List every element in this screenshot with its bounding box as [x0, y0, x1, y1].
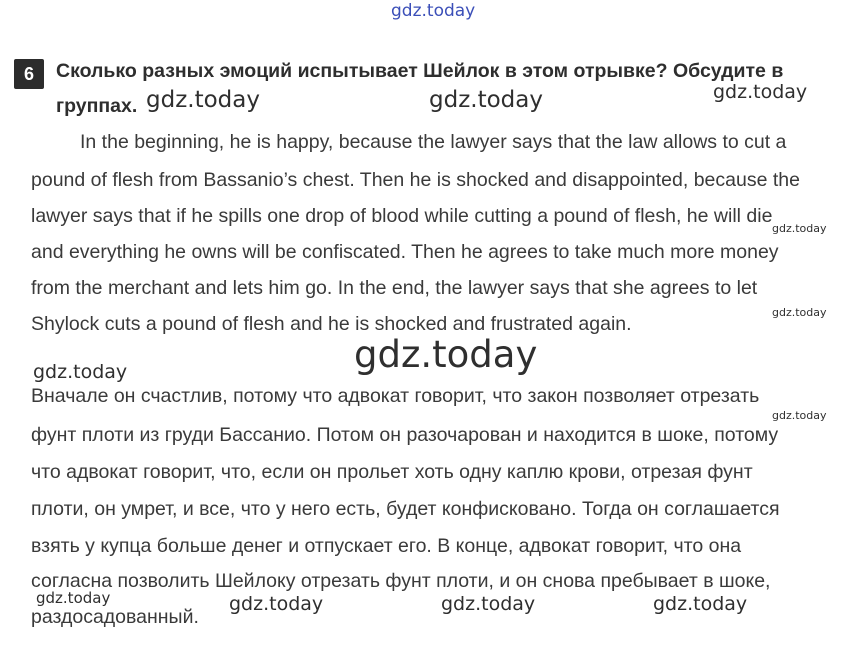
watermark: gdz.today	[772, 409, 827, 422]
russian-line: фунт плоти из груди Бассанио. Потом он разочарован и находится в шоке, потому	[31, 424, 779, 446]
watermark: gdz.today	[772, 306, 827, 319]
watermark-large: gdz.today	[354, 333, 538, 376]
russian-line: что адвокат говорит, что, если он прольет хоть одну каплю крови, отрезая фунт	[31, 461, 753, 483]
english-line: In the beginning, he is happy, because the lawyer says that the law allows to cut a	[80, 131, 787, 153]
english-line: pound of flesh from Bassanio’s chest. Then he is shocked and disappointed, because the	[31, 169, 800, 191]
russian-line: согласна позволить Шейлоку отрезать фунт плоти, и он снова пребывает в шоке,	[31, 570, 771, 592]
english-line: and everything he owns will be confiscated. Then he agrees to take much more money	[31, 241, 779, 263]
exercise-number-badge: 6	[14, 59, 44, 89]
russian-line: взять у купца больше денег и отпускает его. В конце, адвокат говорит, что она	[31, 535, 742, 557]
watermark-top: gdz.today	[391, 1, 476, 21]
watermark: gdz.today	[146, 87, 260, 113]
russian-line: раздосадованный.	[31, 606, 199, 628]
watermark: gdz.today	[229, 593, 324, 615]
task-line-1: Сколько разных эмоций испытывает Шейлок в этом отрывке? Обсудите в	[56, 60, 784, 82]
watermark: gdz.today	[653, 593, 748, 615]
watermark: gdz.today	[441, 593, 536, 615]
russian-line: Вначале он счастлив, потому что адвокат говорит, что закон позволяет отрезать	[31, 385, 760, 407]
task-line-2: группах.	[56, 95, 138, 117]
english-line: lawyer says that if he spills one drop of blood while cutting a pound of flesh, he will die	[31, 205, 773, 227]
english-line: from the merchant and lets him go. In the end, the lawyer says that she agrees to let	[31, 277, 758, 299]
english-line: Shylock cuts a pound of flesh and he is shocked and frustrated again.	[31, 313, 632, 335]
watermark: gdz.today	[713, 81, 808, 103]
russian-line: плоти, он умрет, и все, что у него есть, будет конфисковано. Тогда он соглашается	[31, 498, 780, 520]
watermark: gdz.today	[33, 361, 128, 383]
watermark: gdz.today	[36, 589, 111, 607]
watermark: gdz.today	[429, 87, 543, 113]
watermark: gdz.today	[772, 222, 827, 235]
